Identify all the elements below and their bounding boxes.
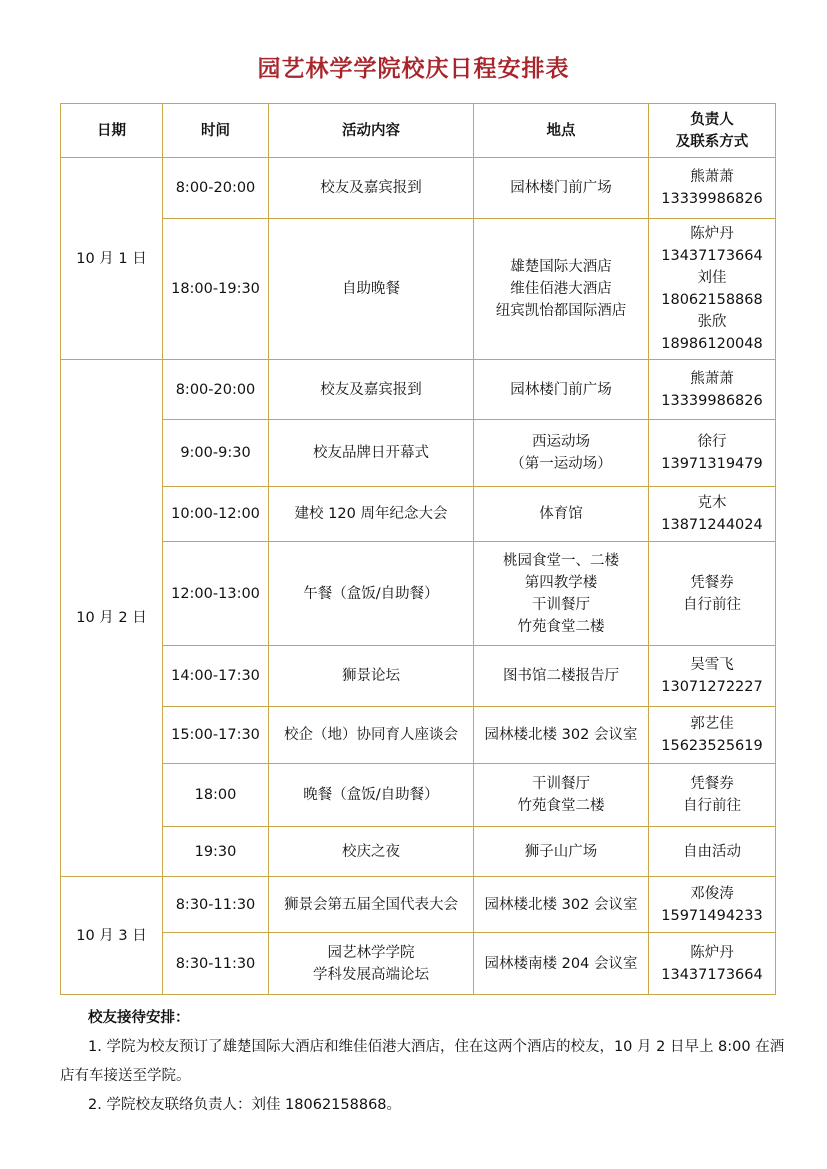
activity-line: 校庆之夜 <box>342 843 400 860</box>
date-cell: 10 月 3 日 <box>61 877 163 995</box>
location-line: 第四教学楼 <box>524 574 598 591</box>
contact-line: 凭餐券 <box>690 776 734 792</box>
location-cell <box>474 360 649 420</box>
location-cell <box>474 933 649 995</box>
location-cell <box>474 707 649 764</box>
table-row <box>61 707 776 764</box>
activity-cell <box>269 219 474 360</box>
contact-line: 熊萧萧 <box>690 169 734 185</box>
contact-cell <box>649 360 776 420</box>
notes-item: 2. 学院校友联络负责人：刘佳 18062158868。 <box>88 1097 402 1113</box>
contact-cell <box>649 219 776 360</box>
time-cell: 8:00-20:00 <box>163 158 269 219</box>
header-time: 时间 <box>163 104 269 158</box>
activity-cell <box>269 877 474 933</box>
location-line: 雄楚国际大酒店 <box>510 259 612 275</box>
date-cell: 10 月 1 日 <box>61 158 163 360</box>
contact-cell <box>649 827 776 877</box>
contact-cell <box>649 707 776 764</box>
contact-line: 15623525619 <box>661 738 763 754</box>
activity-line: 校友及嘉宾报到 <box>320 180 422 196</box>
contact-line: 郭艺佳 <box>690 716 734 732</box>
location-line: 园林楼门前广场 <box>510 180 612 196</box>
contact-line: 13971319479 <box>661 456 763 472</box>
header-contact <box>649 104 776 158</box>
activity-line: 狮景论坛 <box>342 668 400 684</box>
contact-line: 徐行 <box>697 434 727 450</box>
schedule-table <box>60 103 776 995</box>
activity-cell <box>269 542 474 646</box>
activity-cell <box>269 420 474 487</box>
contact-cell <box>649 542 776 646</box>
time-cell: 18:00-19:30 <box>163 219 269 360</box>
page-title: 园艺林学学院校庆日程安排表 <box>257 55 570 82</box>
activity-line: 学科发展高端论坛 <box>313 966 429 983</box>
location-line: 体育馆 <box>539 506 583 522</box>
contact-cell <box>649 877 776 933</box>
contact-line: 克木 <box>697 495 727 511</box>
activity-cell <box>269 707 474 764</box>
table-row <box>61 158 776 219</box>
location-cell <box>474 219 649 360</box>
time-cell: 8:30-11:30 <box>163 933 269 995</box>
time-cell: 19:30 <box>163 827 269 877</box>
time-cell: 9:00-9:30 <box>163 420 269 487</box>
contact-line: 刘佳 <box>697 270 727 286</box>
location-line: 竹苑食堂二楼 <box>517 798 605 814</box>
activity-cell <box>269 487 474 542</box>
activity-line: 自助晚餐 <box>342 281 400 297</box>
table-row <box>61 219 776 360</box>
location-line: 竹苑食堂二楼 <box>517 618 605 635</box>
time-cell: 14:00-17:30 <box>163 646 269 707</box>
activity-line: 午餐（盒饭/自助餐） <box>303 585 439 602</box>
notes-item: 1. 学院为校友预订了雄楚国际大酒店和维佳佰港大酒店，住在这两个酒店的校友，10 月 2 日早上 8:00 在酒店有车接送至学院。 <box>60 1039 785 1084</box>
contact-line: 吴雪飞 <box>690 657 734 673</box>
time-cell: 10:00-12:00 <box>163 487 269 542</box>
table-row <box>61 933 776 995</box>
contact-line: 13871244024 <box>661 517 763 533</box>
activity-line: 校友品牌日开幕式 <box>313 445 429 461</box>
activity-line: 校友及嘉宾报到 <box>320 381 422 398</box>
activity-line: 晚餐（盒饭/自助餐） <box>303 787 439 803</box>
activity-line: 狮景会第五届全国代表大会 <box>284 896 458 913</box>
activity-cell <box>269 764 474 827</box>
contact-cell <box>649 158 776 219</box>
location-line: 狮子山广场 <box>524 843 598 860</box>
location-line: 干训餐厅 <box>532 596 590 613</box>
location-line: 园林楼南楼 204 会议室 <box>484 955 638 972</box>
contact-line: 13437173664 <box>661 248 763 264</box>
location-line: 纽宾凯怡都国际酒店 <box>495 303 627 319</box>
table-row <box>61 827 776 877</box>
time-cell: 15:00-17:30 <box>163 707 269 764</box>
contact-line: 陈炉丹 <box>690 944 734 961</box>
location-line: 干训餐厅 <box>532 776 590 792</box>
contact-line: 自行前往 <box>683 798 741 814</box>
location-line: 图书馆二楼报告厅 <box>503 668 619 684</box>
contact-line: 13437173664 <box>661 966 763 983</box>
contact-line: 张欣 <box>697 314 727 330</box>
header-date: 日期 <box>61 104 163 158</box>
contact-line: 熊萧萧 <box>690 370 734 387</box>
contact-line: 18986120048 <box>661 336 763 352</box>
table-row <box>61 646 776 707</box>
notes-section <box>60 1004 790 1120</box>
location-line: 维佳佰港大酒店 <box>510 281 612 297</box>
location-cell <box>474 646 649 707</box>
location-cell <box>474 487 649 542</box>
location-line: 园林楼门前广场 <box>510 381 612 398</box>
header-contact-line: 负责人 <box>690 111 734 128</box>
table-row <box>61 542 776 646</box>
notes-heading: 校友接待安排： <box>88 1010 190 1026</box>
contact-line: 凭餐券 <box>690 574 734 591</box>
location-line: 西运动场 <box>532 434 590 450</box>
activity-cell <box>269 158 474 219</box>
time-cell: 8:00-20:00 <box>163 360 269 420</box>
location-cell <box>474 827 649 877</box>
contact-line: 邓俊涛 <box>690 885 734 902</box>
location-cell <box>474 158 649 219</box>
location-line: 园林楼北楼 302 会议室 <box>484 727 638 743</box>
contact-line: 13339986826 <box>661 191 763 207</box>
header-row <box>61 104 776 158</box>
time-cell: 18:00 <box>163 764 269 827</box>
contact-line: 18062158868 <box>661 292 763 308</box>
table-row <box>61 877 776 933</box>
time-cell: 12:00-13:00 <box>163 542 269 646</box>
contact-line: 自行前往 <box>683 596 741 613</box>
location-cell <box>474 877 649 933</box>
activity-line: 校企（地）协同育人座谈会 <box>284 727 458 743</box>
activity-cell <box>269 827 474 877</box>
contact-line: 陈炉丹 <box>690 226 734 242</box>
contact-line: 13339986826 <box>661 392 763 409</box>
activity-cell <box>269 933 474 995</box>
location-cell <box>474 764 649 827</box>
contact-line: 自由活动 <box>683 843 741 860</box>
contact-line: 15971494233 <box>661 907 763 924</box>
table-row <box>61 487 776 542</box>
location-cell <box>474 542 649 646</box>
header-contact-line: 及联系方式 <box>675 133 749 150</box>
header-activity: 活动内容 <box>269 104 474 158</box>
activity-line: 建校 120 周年纪念大会 <box>294 506 448 522</box>
time-cell: 8:30-11:30 <box>163 877 269 933</box>
location-cell <box>474 420 649 487</box>
contact-cell <box>649 933 776 995</box>
location-line: 桃园食堂一、二楼 <box>503 552 619 569</box>
date-cell: 10 月 2 日 <box>61 360 163 877</box>
activity-cell <box>269 360 474 420</box>
contact-cell <box>649 487 776 542</box>
contact-cell <box>649 646 776 707</box>
table-row <box>61 764 776 827</box>
contact-cell <box>649 764 776 827</box>
table-row <box>61 420 776 487</box>
contact-line: 13071272227 <box>661 679 763 695</box>
contact-cell <box>649 420 776 487</box>
header-location: 地点 <box>474 104 649 158</box>
activity-cell <box>269 646 474 707</box>
table-row <box>61 360 776 420</box>
location-line: （第一运动场） <box>510 456 612 472</box>
location-line: 园林楼北楼 302 会议室 <box>484 896 638 913</box>
activity-line: 园艺林学学院 <box>327 944 415 961</box>
